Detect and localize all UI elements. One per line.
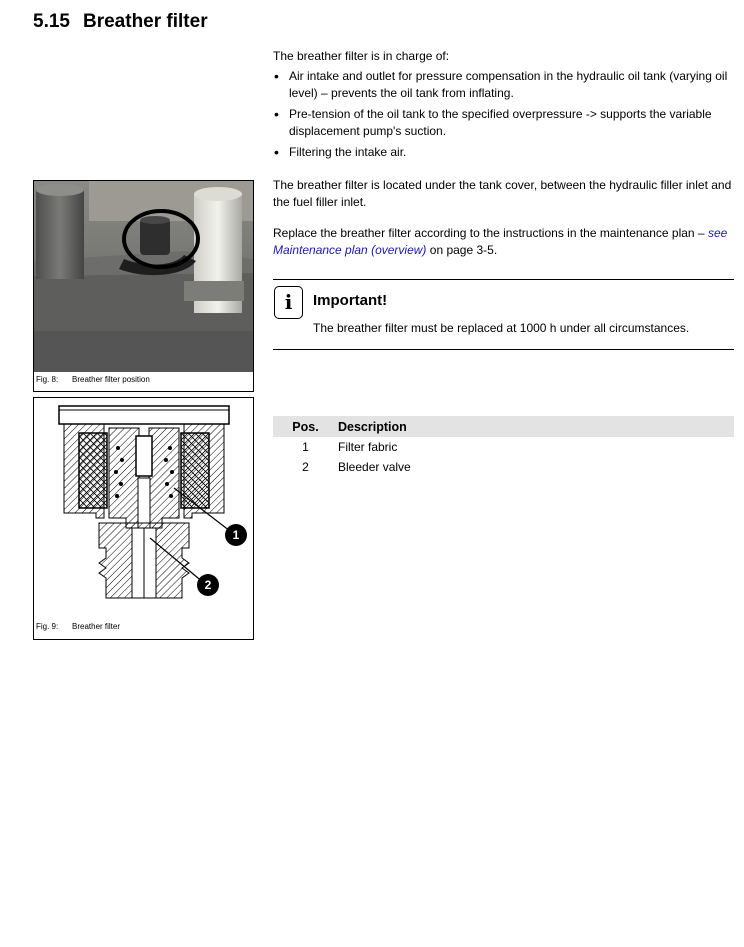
cell-pos: 2 (302, 460, 309, 474)
figure-filter-position (33, 180, 254, 392)
cell-description: Bleeder valve (338, 460, 411, 474)
important-note (273, 279, 734, 350)
cell-pos: 1 (302, 440, 309, 454)
figure-label: Fig. 9: (36, 622, 59, 631)
figure-caption-text: Breather filter (72, 622, 121, 631)
note-title: Important! (313, 292, 388, 309)
maintenance-plan-link[interactable]: Maintenance plan (overview) (273, 243, 427, 257)
filter-section-drawing (34, 398, 253, 618)
section-heading (33, 11, 208, 33)
list-item: • Filtering the intake air. (273, 144, 735, 161)
info-icon: i (274, 286, 303, 319)
header-pos: Pos. (273, 416, 338, 437)
cell-description: Filter fabric (338, 440, 398, 454)
figure-label: Fig. 8: (36, 375, 59, 384)
callout-1: 1 (225, 524, 247, 546)
location-paragraph: The breather filter is located under the tank cover, between the hydraulic filler inlet and the fuel filler inlet. (273, 178, 732, 209)
header-description: Description (338, 416, 734, 437)
function-list (273, 68, 735, 165)
figure-caption-text: Breather filter position (72, 375, 150, 384)
figure-caption (36, 622, 120, 631)
parts-table (273, 416, 734, 477)
see-link[interactable]: see (707, 226, 728, 240)
replace-text: Replace the breather filter according to the instructions in the maintenance plan – (273, 226, 705, 240)
figure-caption (36, 375, 150, 384)
table-row (273, 437, 734, 457)
intro-text: The breather filter is in charge of: (273, 49, 450, 63)
list-item: • Air intake and outlet for pressure compensation in the hydraulic oil tank (varying oil level) – prevents the oil tank from inflating. (273, 68, 735, 102)
table-header-row (273, 416, 734, 437)
note-body: The breather filter must be replaced at 1000 h under all circumstances. (313, 321, 690, 335)
list-item: • Pre-tension of the oil tank to the specified overpressure -> supports the variable displacement pump's suction. (273, 106, 735, 140)
filter-position-photo (34, 181, 253, 372)
section-title: Breather filter (83, 11, 208, 32)
replace-paragraph (273, 225, 735, 259)
replace-suffix: on page 3-5. (429, 243, 498, 257)
callout-2: 2 (197, 574, 219, 596)
figure-filter-section (33, 397, 254, 640)
section-number: 5.15 (33, 11, 70, 32)
table-row (273, 457, 734, 477)
